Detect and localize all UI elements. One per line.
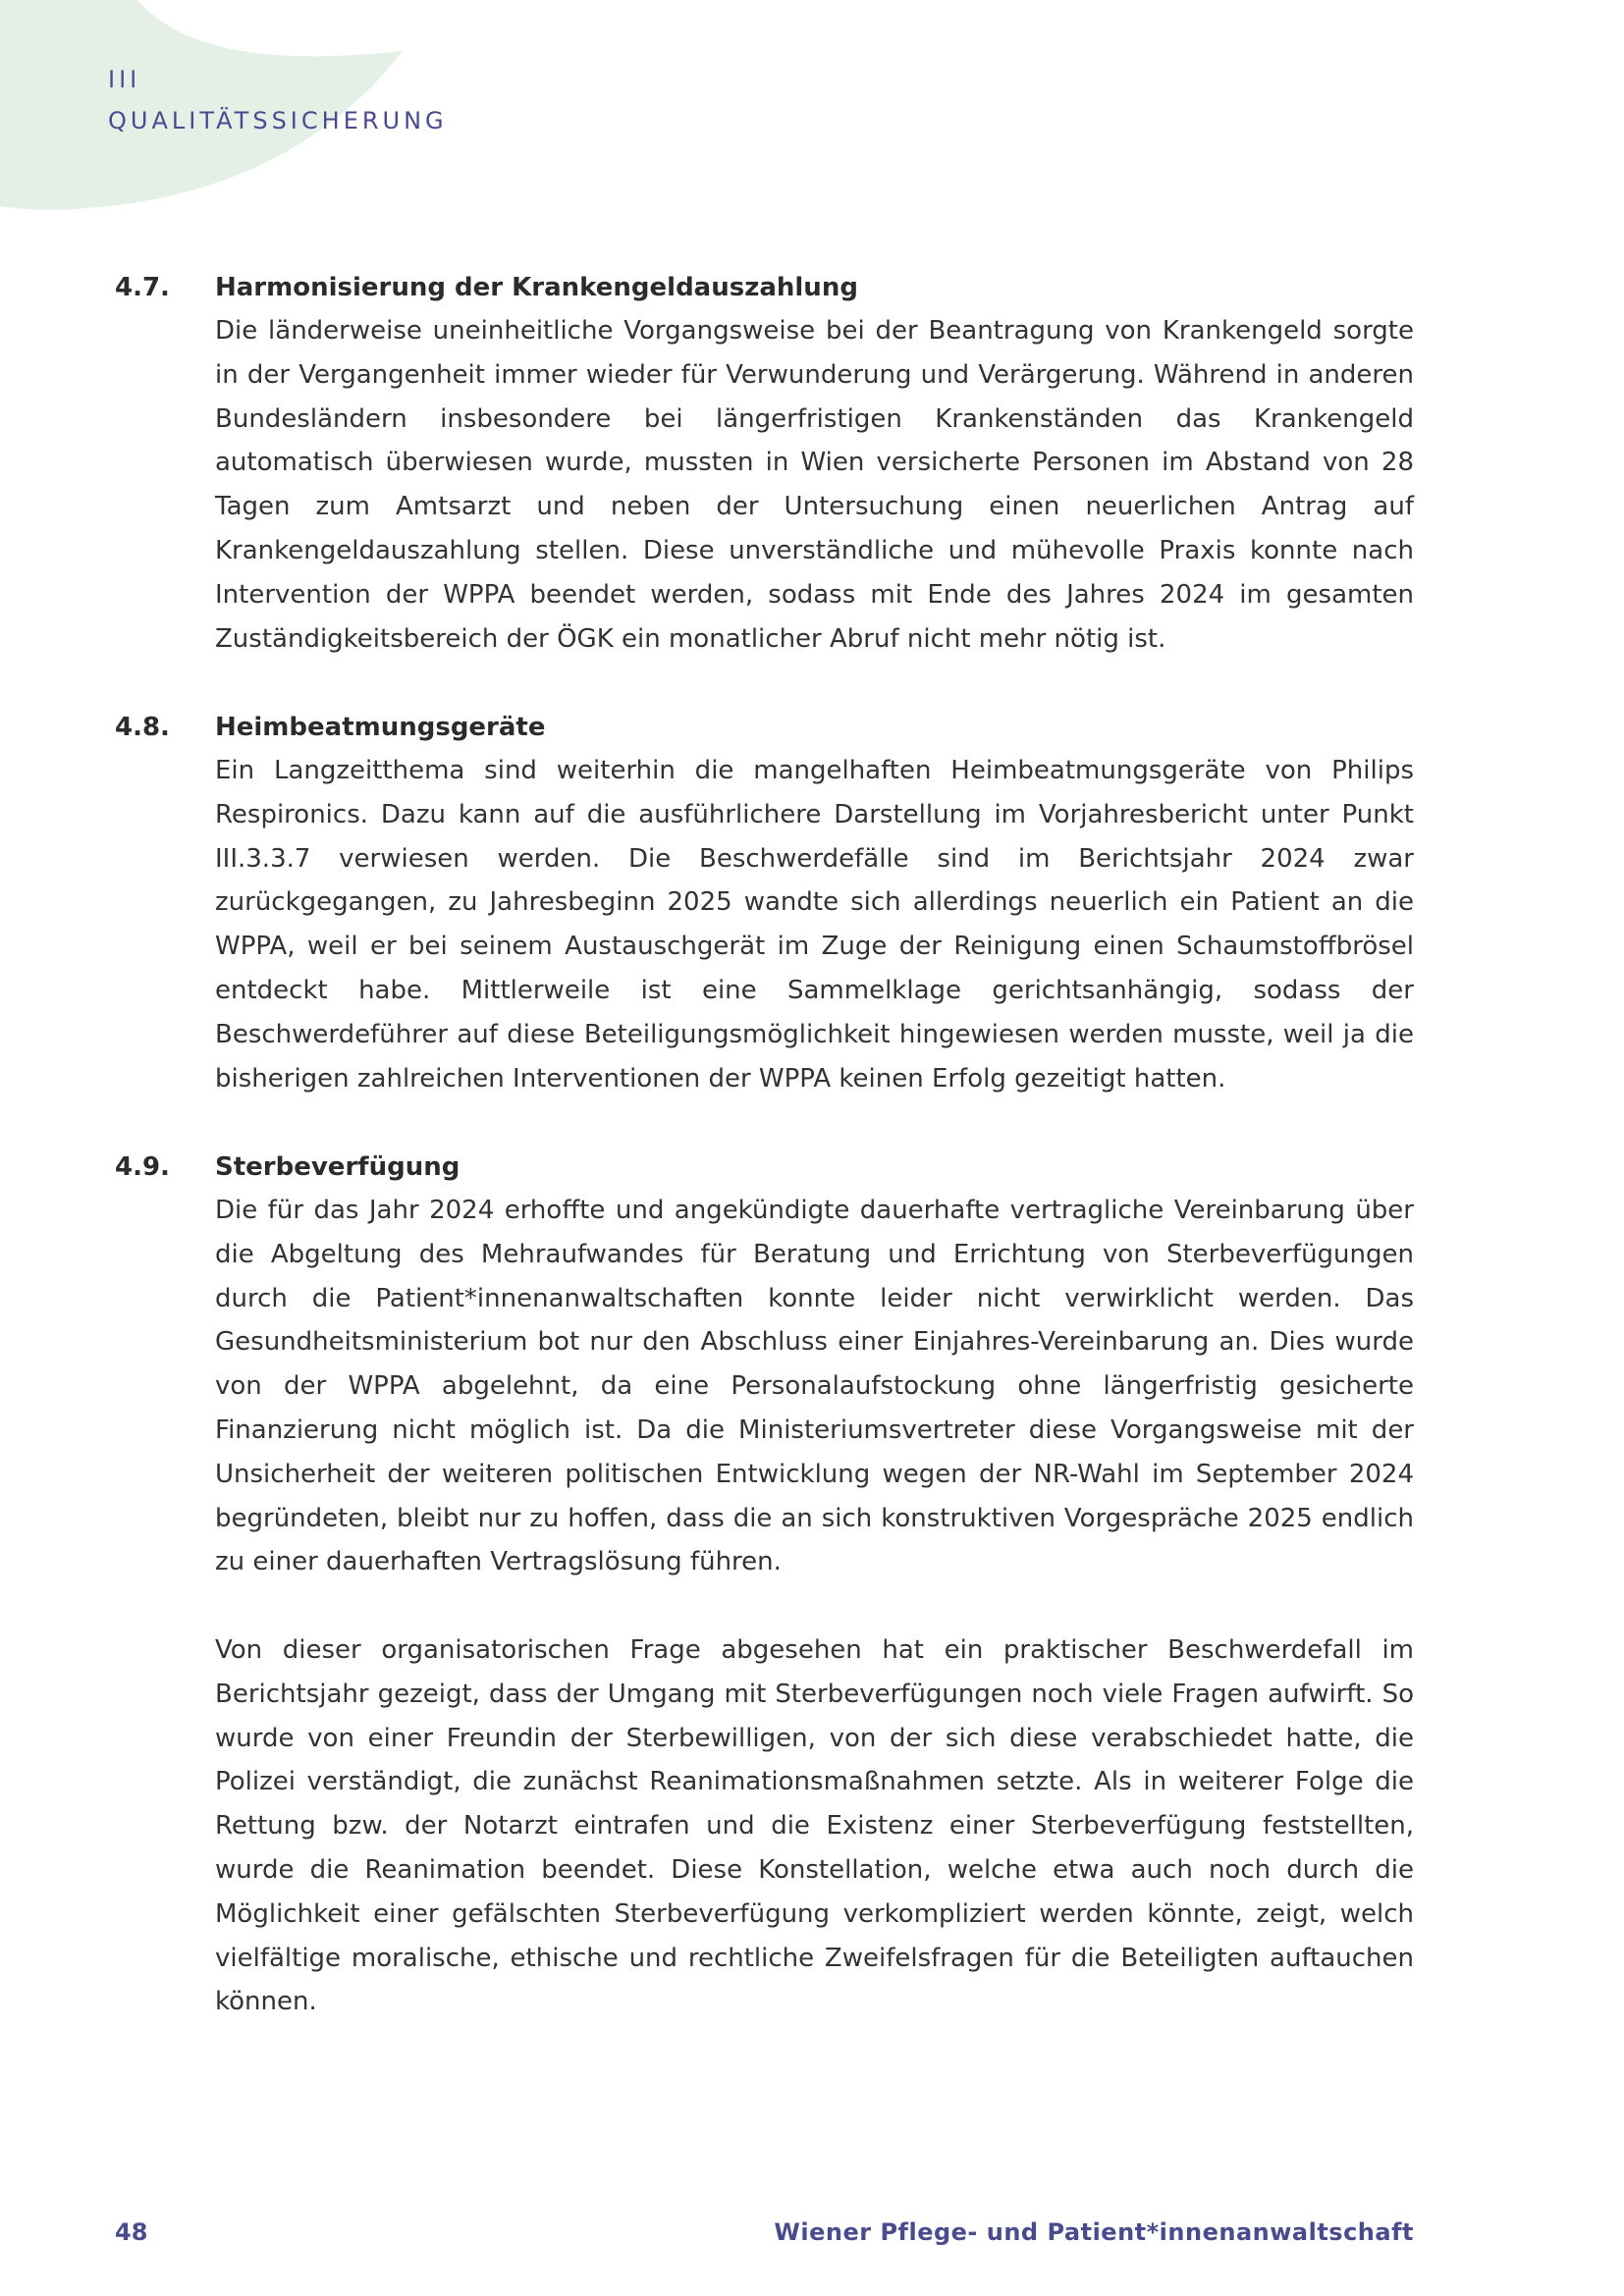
chapter-number: III <box>108 66 141 93</box>
section-heading <box>115 706 1414 749</box>
section-number: 4.7. <box>115 273 170 302</box>
page-number: 48 <box>115 2218 148 2246</box>
section-paragraph: Die länderweise uneinheitliche Vorgangsweise bei der Beantragung von Krankengeld sorgte in der Vergangenheit immer wieder für Verwunderung und Verärgerung. Während in anderen Bundesländern insbesondere bei längerfristigen Krankenständen das Krankengeld automatisch überwiesen wurde, mussten in Wien versicherte Personen im Abstand von 28 Tagen zum Amtsarzt und neben der Untersuchung einen neuerlichen Antrag auf Krankengeldauszahlung stellen. Diese unverständliche und mühevolle Praxis konnte nach Intervention der WPPA beendet werden, sodass mit Ende des Jahres 2024 im gesamten Zuständigkeitsbereich der ÖGK ein monatlicher Abruf nicht mehr nötig ist. <box>215 316 1414 654</box>
section-heading <box>115 266 1414 309</box>
section-title: Heimbeatmungsgeräte <box>215 713 546 742</box>
section-number: 4.9. <box>115 1152 170 1182</box>
section-4-8 <box>115 706 1414 1100</box>
section-paragraph: Von dieser organisatorischen Frage abgesehen hat ein praktischer Beschwerdefall im Berichtsjahr gezeigt, dass der Umgang mit Sterbeverfügungen noch viele Fragen aufwirft. So wurde von einer Freundin der Sterbewilligen, von der sich diese verabschiedet hatte, die Polizei verständigt, die zunächst Reanimationsmaßnahmen setzte. Als in weiterer Folge die Rettung bzw. der Notarzt eintrafen und die Existenz einer Sterbeverfügung feststellten, wurde die Reanimation beendet. Diese Konstellation, welche etwa auch noch durch die Möglichkeit einer gefälschten Sterbeverfügung verkompliziert werden könnte, zeigt, welch vielfältige moralische, ethische und rechtliche Zweifelsfragen für die Beteiligten auftauchen können. <box>215 1634 1414 2017</box>
section-number: 4.8. <box>115 713 170 742</box>
section-4-7 <box>115 266 1414 661</box>
chapter-header <box>108 59 448 141</box>
footer-organization: Wiener Pflege- und Patient*innenanwaltschaft <box>774 2218 1414 2246</box>
section-title: Harmonisierung der Krankengeldauszahlung <box>215 273 858 302</box>
section-paragraph: Die für das Jahr 2024 erhoffte und angekündigte dauerhafte vertragliche Vereinbarung über die Abgeltung des Mehraufwandes für Beratung und Errichtung von Sterbeverfügungen durch die Patient*innenanwaltschaften konnte leider nicht verwirklicht werden. Das Gesundheitsministerium bot nur den Abschluss einer Einjahres-Vereinbarung an. Dies wurde von der WPPA abgelehnt, da eine Personalaufstockung ohne längerfristig gesicherte Finanzierung nicht möglich ist. Da die Ministeriumsvertreter diese Vorgangsweise mit der Unsicherheit der weiteren politischen Entwicklung wegen der NR-Wahl im September 2024 begründeten, bleibt nur zu hoffen, dass die an sich konstruktiven Vorgespräche 2025 endlich zu einer dauerhaften Vertragslösung führen. <box>215 1196 1414 1577</box>
section-heading <box>115 1146 1414 1189</box>
section-title: Sterbeverfügung <box>215 1152 460 1182</box>
chapter-title: QUALITÄTSSICHERUNG <box>108 107 448 134</box>
section-4-9 <box>115 1146 1414 2024</box>
section-paragraph: Ein Langzeitthema sind weiterhin die mangelhaften Heimbeatmungsgeräte von Philips Respironics. Dazu kann auf die ausführlichere Darstellung im Vorjahresbericht unter Punkt III.3.3.7 verwiesen werden. Die Beschwerdefälle sind im Berichtsjahr 2024 zwar zurückgegangen, zu Jahresbeginn 2025 wandte sich allerdings neuerlich ein Patient an die WPPA, weil er bei seinem Austauschgerät im Zuge der Reinigung einen Schaumstoffbrösel entdeckt habe. Mittlerweile ist eine Sammelklage gerichtsanhängig, sodass der Beschwerdeführer auf diese Beteiligungsmöglichkeit hingewiesen werden musste, weil ja die bisherigen zahlreichen Interventionen der WPPA keinen Erfolg gezeitigt hatten. <box>215 756 1414 1094</box>
